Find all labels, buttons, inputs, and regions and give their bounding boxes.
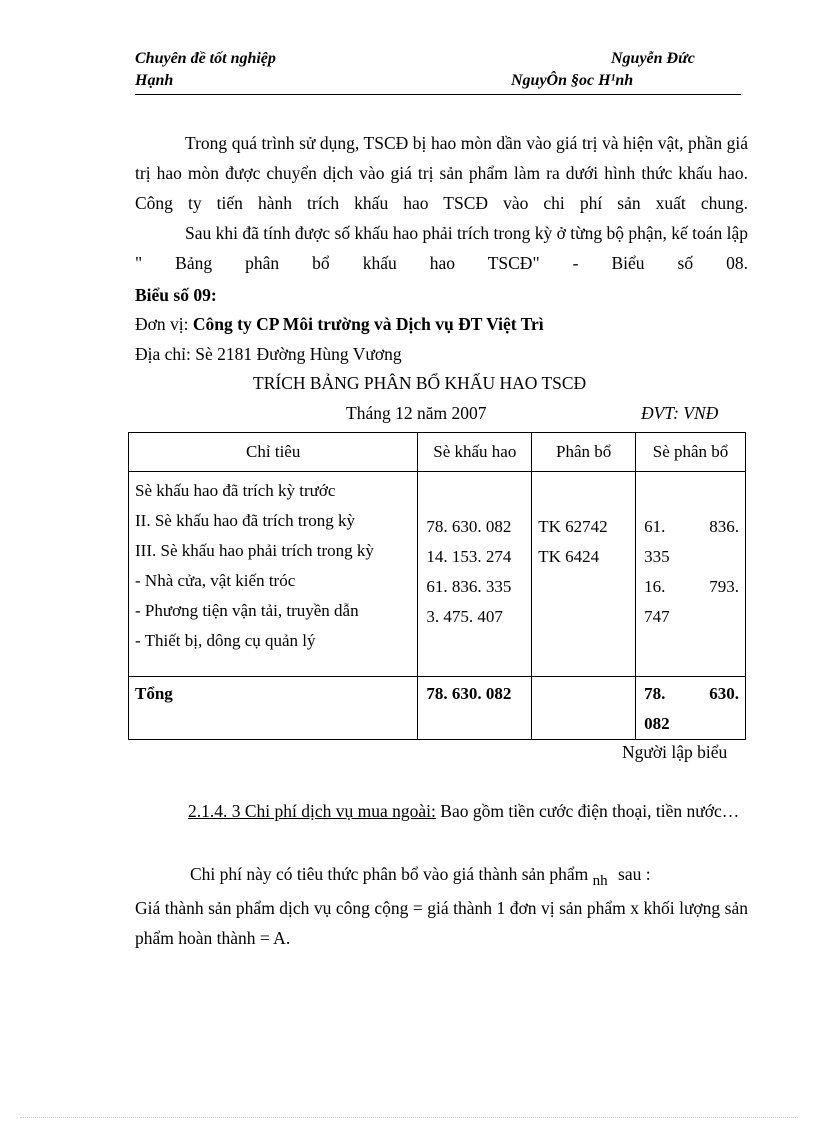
- allocated-value-1: [644, 512, 739, 542]
- total-alloc-part: 78.: [644, 684, 666, 703]
- header-title-cont: Hạnh: [135, 72, 174, 89]
- page-header: [135, 50, 741, 95]
- allocation-cell: [532, 472, 636, 677]
- unit-line: [135, 314, 544, 335]
- allocated-part: 61.: [644, 517, 666, 536]
- allocation-text: Chi phí này có tiêu thức phân bổ vào giá thành sản phẩm: [190, 864, 589, 884]
- depreciation-cell: [418, 472, 532, 677]
- list-item: Sè khấu hao đã trích kỳ trước: [135, 481, 336, 500]
- total-label: Tổng: [135, 684, 173, 703]
- depreciation-value: 14. 153. 274: [426, 547, 512, 566]
- allocated-value-2: [644, 572, 739, 602]
- allocated-part: 16.: [644, 577, 666, 596]
- total-allocated-value: [644, 679, 739, 709]
- total-alloc-part: 082: [644, 714, 670, 733]
- total-row: [129, 677, 746, 740]
- allocated-cell: [636, 472, 746, 677]
- allocation-sub: nh: [592, 873, 608, 889]
- table-title: TRÍCH BẢNG PHÂN BỔ KHẤU HAO TSCĐ: [253, 373, 587, 393]
- formula-paragraph: Giá thành sản phẩm dịch vụ công cộng = giá thành 1 đơn vị sản phẩm x khối lượng sản phẩm hoàn thành = A.: [135, 898, 748, 948]
- depreciation-table: [128, 432, 746, 740]
- depreciation-value: 61. 836. 335: [426, 577, 512, 596]
- total-alloc-part: 630.: [709, 684, 739, 703]
- header-author: Nguyễn Đức: [611, 50, 695, 67]
- col-header-allocation: Phân bổ: [532, 433, 636, 472]
- col-header-allocated: Sè phân bổ: [636, 433, 746, 472]
- allocated-part: 335: [644, 547, 670, 566]
- depreciation-value: 3. 475. 407: [426, 607, 503, 626]
- address: Địa chỉ: Sè 2181 Đường Hùng Vương: [135, 344, 402, 364]
- total-value: 78. 630. 082: [426, 684, 512, 703]
- list-item: III. Sè khấu hao phải trích trong kỳ: [135, 541, 374, 560]
- section-text: Bao gồm tiền cước điện thoại, tiền nước…: [435, 801, 740, 821]
- depreciation-value: 78. 630. 082: [426, 517, 512, 536]
- form-label: Biểu số 09:: [135, 285, 217, 305]
- allocated-part: 836.: [709, 517, 739, 536]
- col-header-item: Chỉ tiêu: [129, 433, 418, 472]
- table-month: Tháng 12 năm 2007: [346, 403, 487, 423]
- items-cell: [129, 472, 418, 677]
- list-item: - Thiết bị, dông cụ quản lý: [135, 631, 316, 650]
- section-heading: 2.1.4. 3 Chi phí dịch vụ mua ngoài:: [188, 801, 436, 821]
- unit-label: Đơn vị:: [135, 314, 189, 334]
- currency-unit: ĐVT: VNĐ: [641, 403, 719, 423]
- list-item: - Nhà cửa, vật kiến tróc: [135, 571, 296, 590]
- allocated-part: 793.: [709, 577, 739, 596]
- allocated-part: 747: [644, 607, 670, 626]
- allocation-account: TK 62742: [538, 517, 608, 536]
- table-header-row: [129, 433, 746, 472]
- page-bottom-divider: [20, 1117, 796, 1118]
- list-item: - Phương tiện vận tải, truyền dẫn: [135, 601, 359, 620]
- header-author-cont: NguyÔn §oc H¹nh: [511, 72, 634, 89]
- intro-paragraph-2: Sau khi đã tính được số khấu hao phải trích trong kỳ ở từng bộ phận, kế toán lập " Bảng phân bổ khấu hao TSCĐ" - Biểu số 08.: [135, 223, 748, 273]
- allocation-account: TK 6424: [538, 547, 600, 566]
- table-row: [129, 472, 746, 677]
- unit-name: Công ty CP Môi trường và Dịch vụ ĐT Việt Trì: [192, 314, 544, 334]
- total-label-cell: [129, 677, 418, 740]
- header-title: Chuyên đề tốt nghiệp: [135, 50, 276, 67]
- total-allocation-cell: [532, 677, 636, 740]
- total-allocated-cell: [636, 677, 746, 740]
- intro-paragraph-1: Trong quá trình sử dụng, TSCĐ bị hao mòn dần vào giá trị và hiện vật, phần giá trị hao mòn được chuyển dịch vào giá trị sản phẩm làm ra dưới hình thức khấu hao. Công ty tiến hành trích khấu hao TSCĐ vào chi phí sản xuất chung.: [135, 133, 748, 213]
- allocation-paragraph: [190, 864, 651, 889]
- total-value-cell: [418, 677, 532, 740]
- allocation-end: sau :: [618, 864, 651, 884]
- list-item: II. Sè khấu hao đã trích trong kỳ: [135, 511, 355, 530]
- col-header-depreciation: Sè khấu hao: [418, 433, 532, 472]
- section-paragraph: [135, 796, 748, 826]
- signer-label: Người lập biểu: [622, 742, 728, 762]
